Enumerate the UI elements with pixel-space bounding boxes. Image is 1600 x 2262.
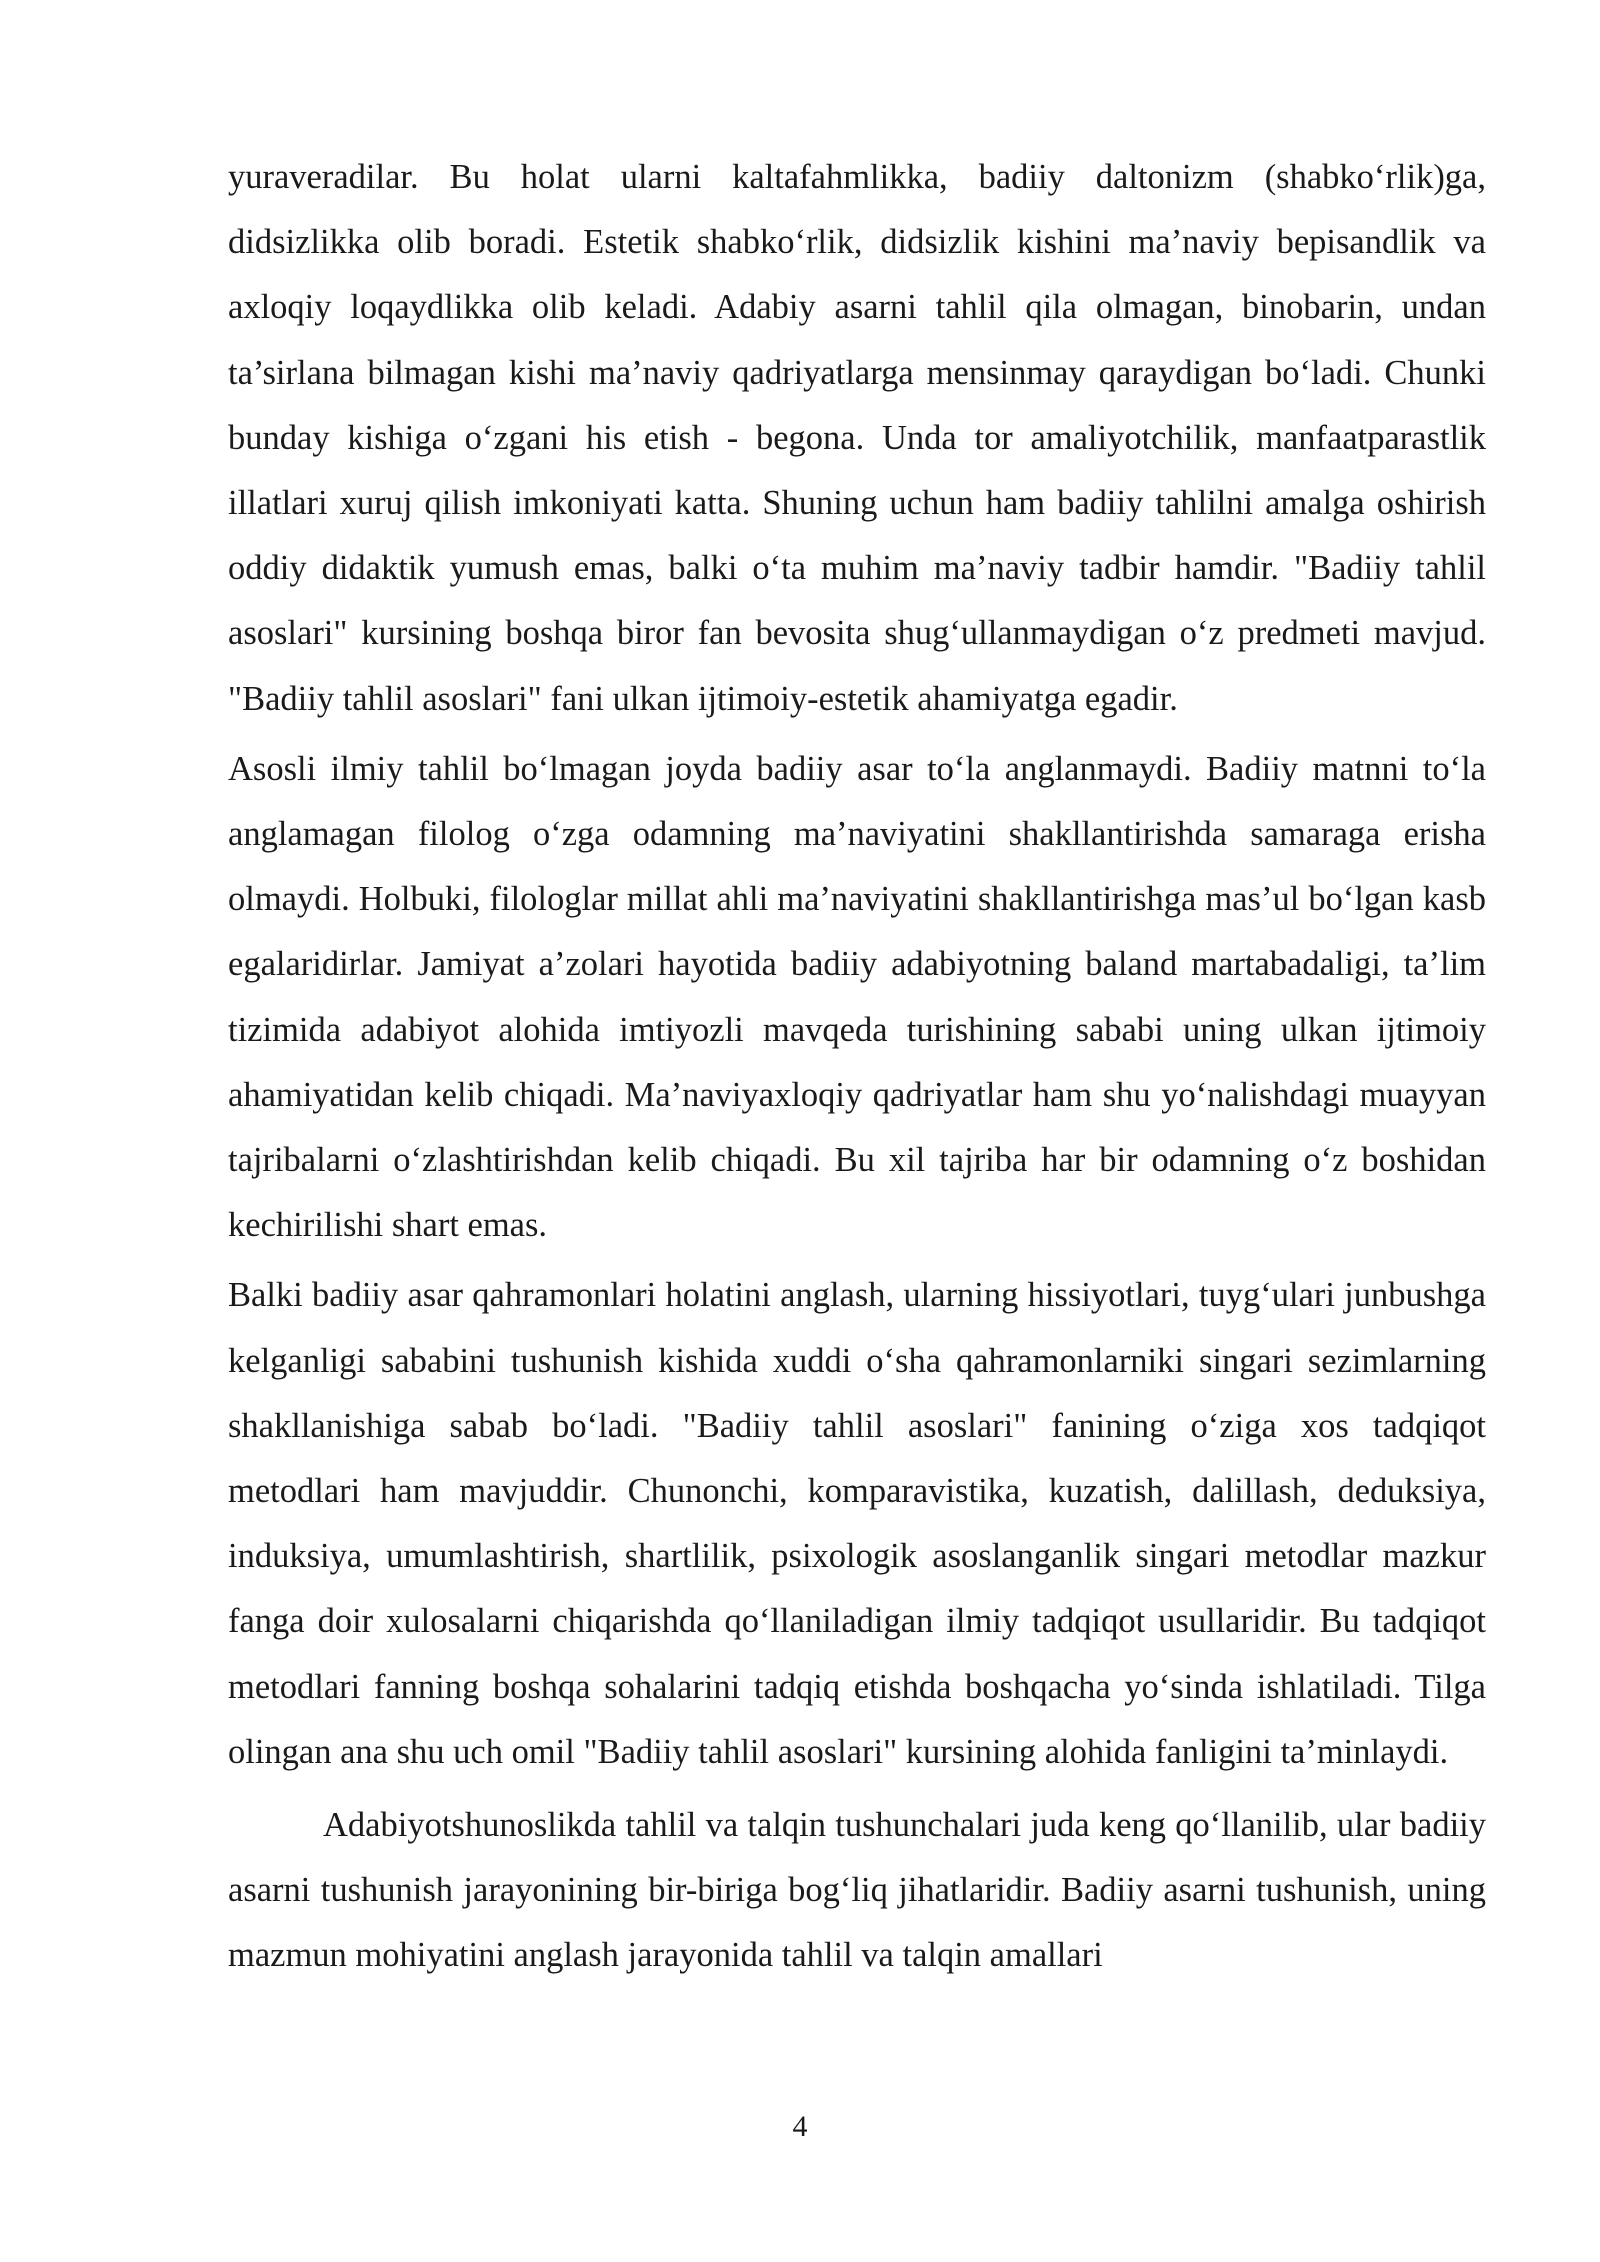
paragraph-2: Asosli ilmiy tahlil bo‘lmagan joyda badiiy asar to‘la anglanmaydi. Badiiy matnni to‘la anglamagan filolog o‘zga odamning ma’naviyatini shakllantirishda samaraga erisha olmaydi. Holbuki, filologlar millat ahli ma’naviyatini shakllantirishga mas’ul bo‘lgan kasb egalaridirlar. Jamiyat a’zolari hayotida badiiy adabiyotning baland martabadaligi, ta’lim tizimida adabiyot alohida imtiyozli mavqeda turishining sababi uning ulkan ijtimoiy ahamiyatidan kelib chiqadi. Ma’naviyaxloqiy qadriyatlar ham shu yo‘nalishdagi muayyan tajribalarni o‘zlashtirishdan kelib chiqadi. Bu xil tajriba har bir odamning o‘z boshidan kechirilishi shart emas.: [228, 749, 1486, 1245]
paragraph-3: Balki badiiy asar qahramonlari holatini anglash, ularning hissiyotlari, tuyg‘ulari junbushga kelganligi sababini tushunish kishida xuddi o‘sha qahramonlarniki singari sezimlarning shakllanishiga sabab bo‘ladi. "Badiiy tahlil asoslari" fanining o‘ziga xos tadqiqot metodlari ham mavjuddir. Chunonchi, komparavistika, kuzatish, dalillash, deduksiya, induksiya, umumlashtirish, shartlilik, psixologik asoslanganlik singari metodlar mazkur fanga doir xulosalarni chiqarishda qo‘llaniladigan ilmiy tadqiqot usullaridir. Bu tadqiqot metodlari fanning boshqa sohalarini tadqiq etishda boshqacha yo‘sinda ishlatiladi. Tilga olingan ana shu uch omil "Badiiy tahlil asoslari" kursining alohida fanligini ta’minlaydi.: [228, 1276, 1486, 1771]
paragraph-1: yuraveradilar. Bu holat ularni kaltafahmlikka, badiiy daltonizm (shabko‘rlik)ga, didsizlikka olib boradi. Estetik shabko‘rlik, didsizlik kishini ma’naviy bepisandlik va axloqiy loqaydlikka olib keladi. Adabiy asarni tahlil qila olmagan, binobarin, undan ta’sirlana bilmagan kishi ma’naviy qadriyatlarga mensinmay qaraydigan bo‘ladi. Chunki bunday kishiga o‘zgani his etish - begona. Unda tor amaliyotchilik, manfaatparastlik illatlari xuruj qilish imkoniyati katta. Shuning uchun ham badiiy tahlilni amalga oshirish oddiy didaktik yumush emas, balki o‘ta muhim ma’naviy tadbir hamdir. "Badiiy tahlil asoslari" kursining boshqa biror fan bevosita shug‘ullanmaydigan o‘z predmeti mavjud. "Badiiy tahlil asoslari" fani ulkan ijtimoiy-estetik ahamiyatga egadir.: [228, 158, 1486, 718]
page-number: 4: [792, 2110, 808, 2143]
paragraph-4: Adabiyotshunoslikda tahlil va talqin tushunchalari juda keng qo‘llanilib, ular badiiy asarni tushunish jarayonining bir-biriga bog‘liq jihatlaridir. Badiiy asarni tushunish, uning mazmun mohiyatini anglash jarayonida tahlil va talqin amallari: [228, 1806, 1486, 1975]
body-text: [228, 145, 1486, 1994]
